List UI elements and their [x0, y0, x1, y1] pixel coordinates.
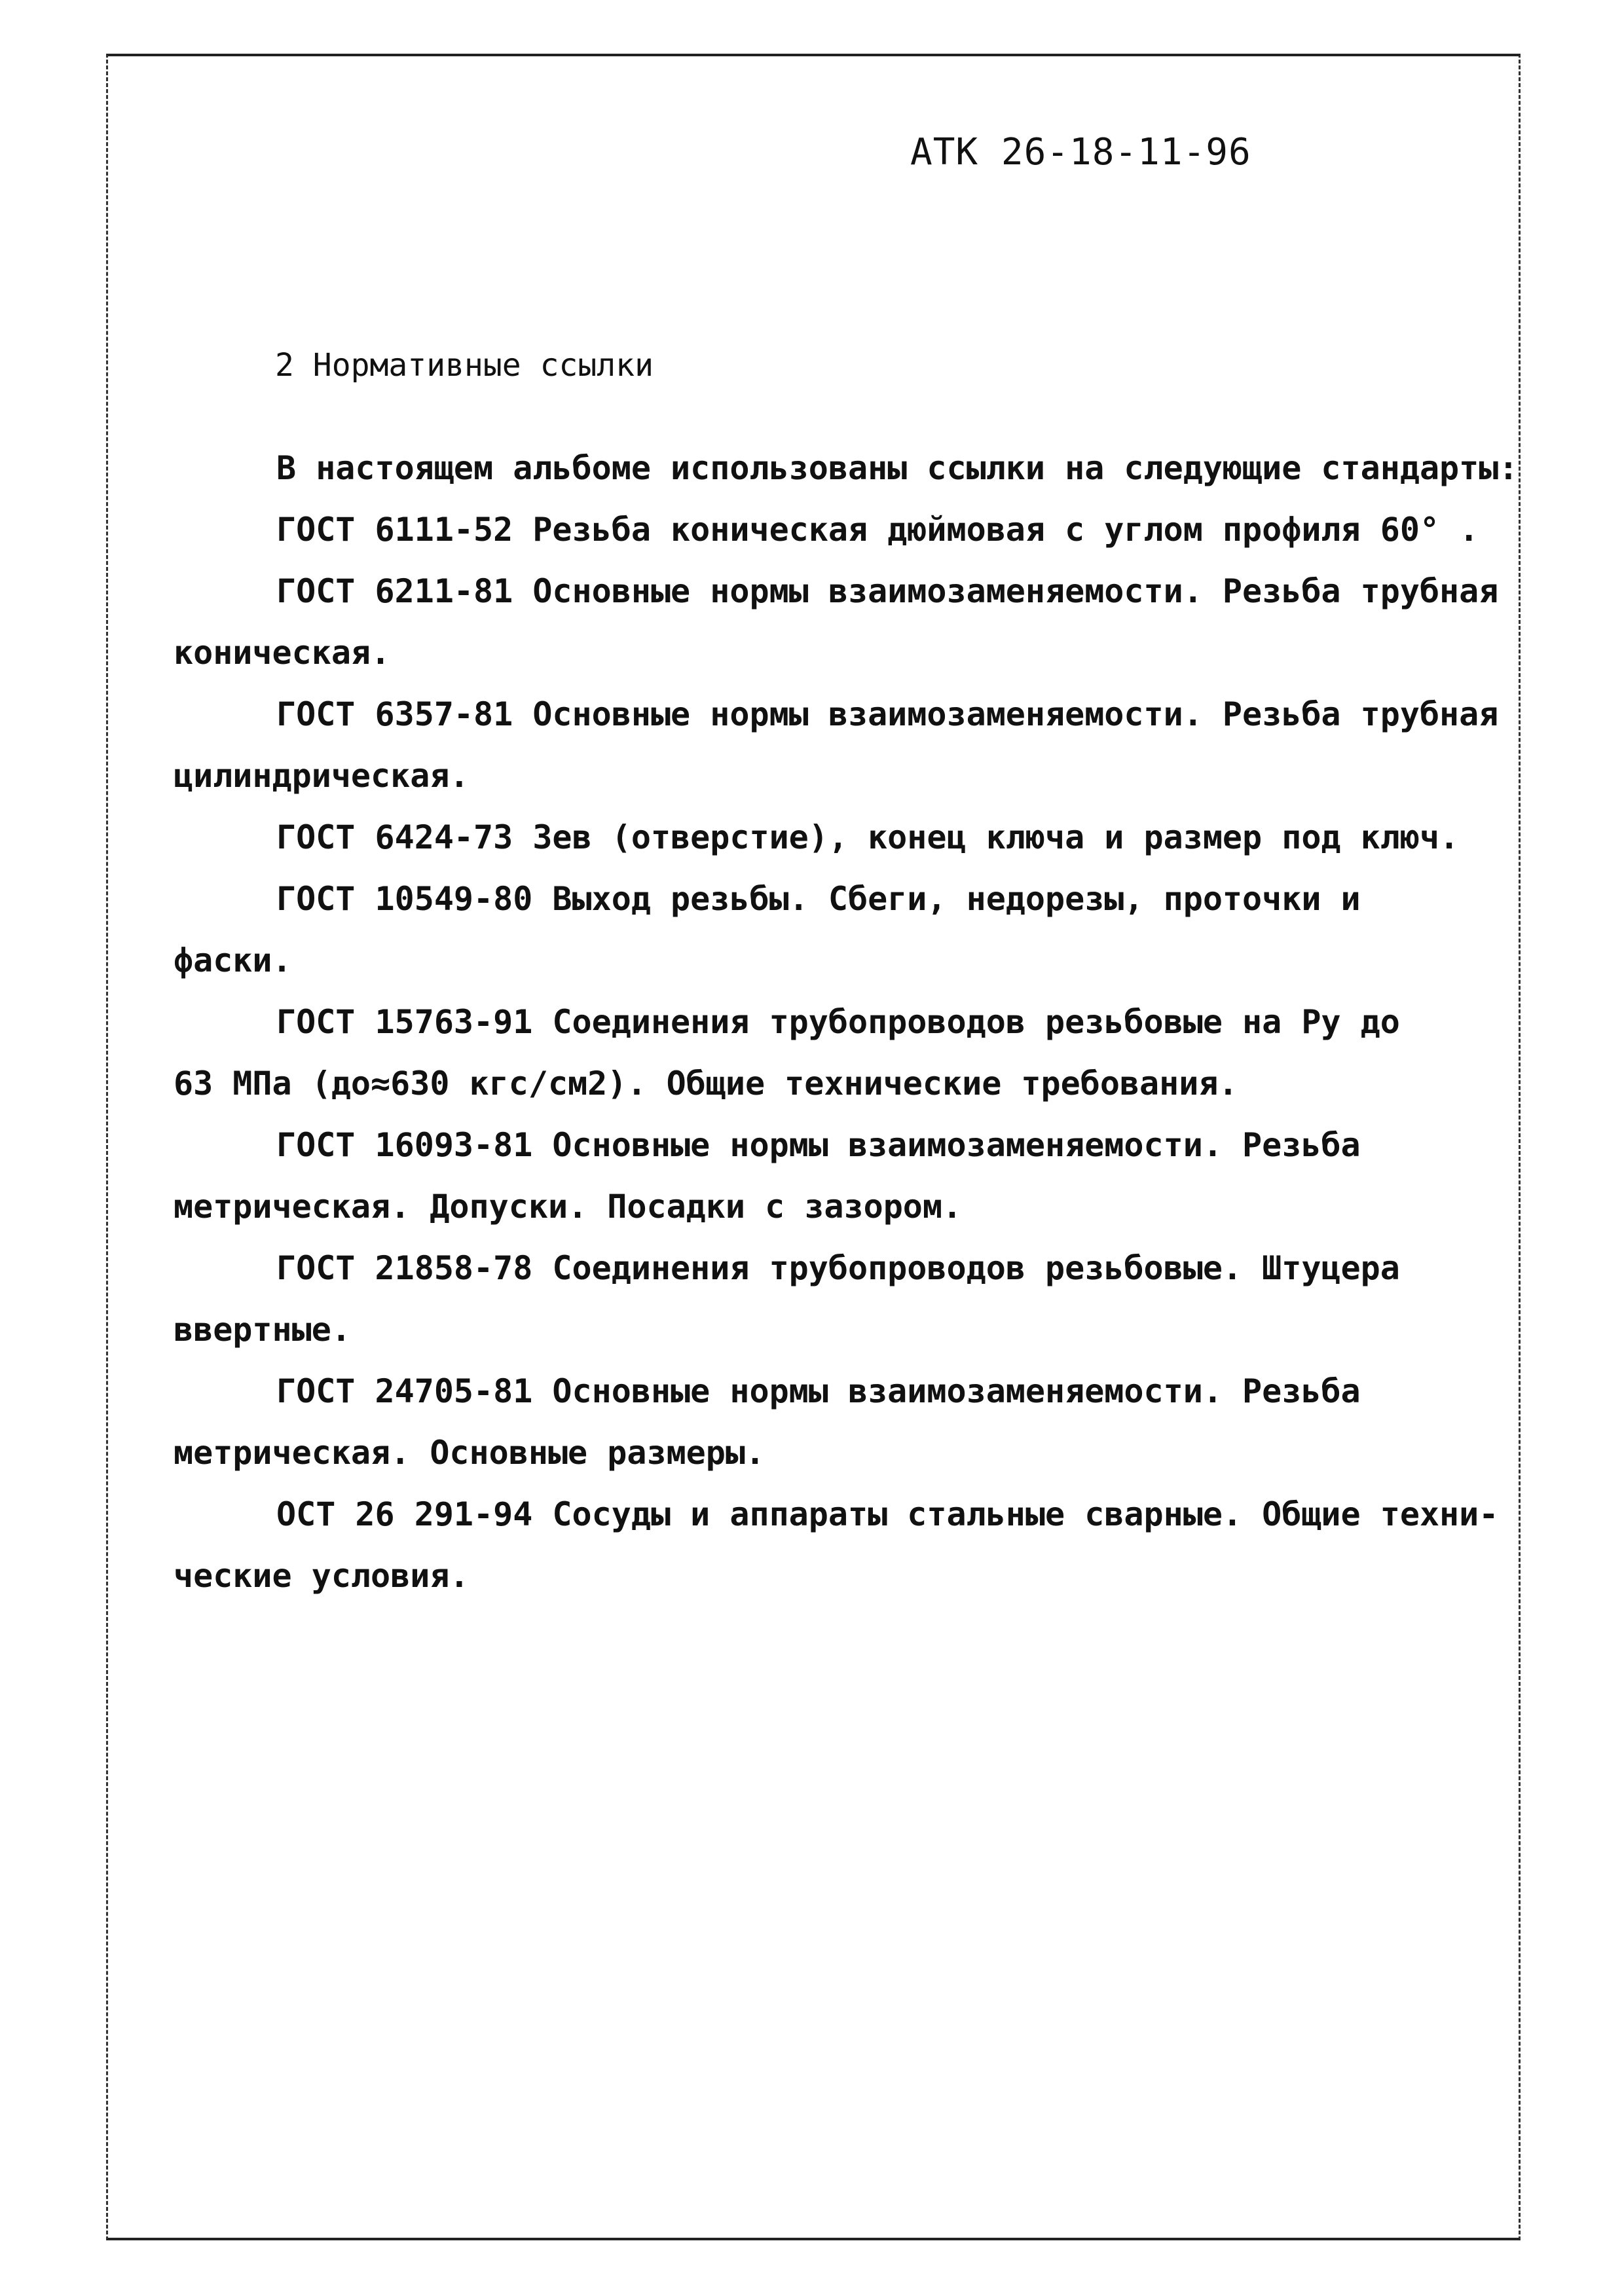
- reference-line: метрическая. Основные размеры.: [174, 1434, 766, 1472]
- reference-line: 63 МПа (до≈630 кгс/см2). Общие технические требования.: [174, 1065, 1238, 1102]
- document-code: АТК 26-18-11-96: [910, 131, 1251, 173]
- reference-line: метрическая. Допуски. Посадки с зазором.: [174, 1188, 963, 1226]
- section-title: 2 Нормативные ссылки: [275, 347, 654, 384]
- reference-line: ГОСТ 21858-78 Соединения трубопроводов резьбовые. Штуцера: [276, 1249, 1400, 1287]
- references-list: [174, 437, 1519, 1607]
- reference-line: цилиндрическая.: [174, 757, 470, 795]
- reference-line: ГОСТ 15763-91 Соединения трубопроводов резьбовые на Ру до: [276, 1003, 1400, 1041]
- reference-line: коническая.: [174, 634, 391, 672]
- reference-line: В настоящем альбоме использованы ссылки на следующие стандарты:: [276, 449, 1519, 487]
- reference-line: ГОСТ 16093-81 Основные нормы взаимозаменяемости. Резьба: [276, 1126, 1361, 1164]
- reference-line: ГОСТ 6357-81 Основные нормы взаимозаменяемости. Резьба трубная: [276, 695, 1499, 733]
- reference-line: ГОСТ 6211-81 Основные нормы взаимозаменяемости. Резьба трубная: [276, 572, 1499, 610]
- reference-line: ОСТ 26 291-94 Сосуды и аппараты стальные сварные. Общие техни-: [276, 1495, 1499, 1533]
- reference-line: ГОСТ 6424-73 Зев (отверстие), конец ключа и размер под ключ.: [276, 818, 1460, 856]
- reference-line: ческие условия.: [174, 1557, 470, 1595]
- reference-line: ГОСТ 6111-52 Резьба коническая дюймовая с углом профиля 60° .: [276, 511, 1479, 549]
- reference-line: ГОСТ 24705-81 Основные нормы взаимозаменяемости. Резьба: [276, 1372, 1361, 1410]
- reference-line: фаски.: [174, 941, 292, 979]
- reference-line: ГОСТ 10549-80 Выход резьбы. Сбеги, недорезы, проточки и: [276, 880, 1361, 918]
- reference-line: ввертные.: [174, 1311, 351, 1349]
